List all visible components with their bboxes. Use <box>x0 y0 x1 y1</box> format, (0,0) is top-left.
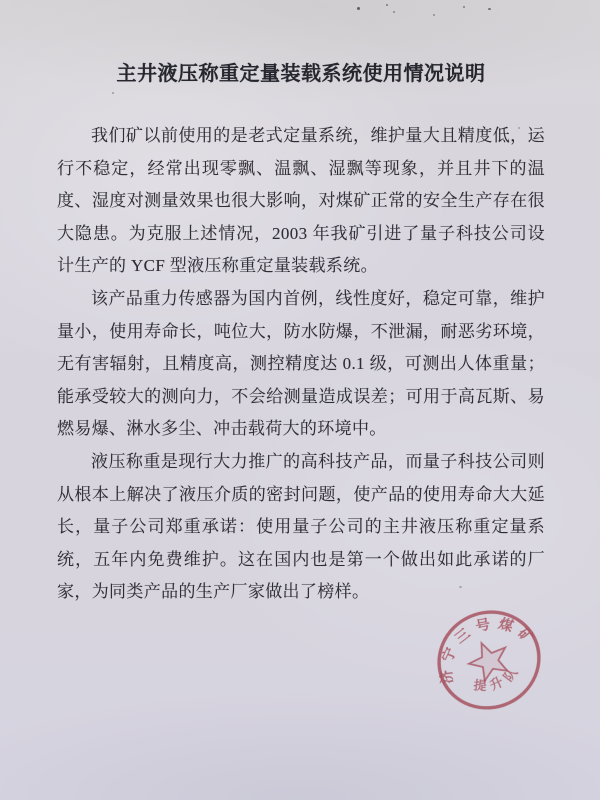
paragraph-1: 我们矿以前使用的是老式定量系统，维护量大且精度低，运行不稳定，经常出现零飘、温飘、湿飘等现象，并且井下的温度、湿度对测量效果也很大影响，对煤矿正常的安全生产存在很大隐患。为克服上述情况，2003 年我矿引进了量子科技公司设计生产的 YCF 型液压称重定量装载系统。 <box>57 126 545 276</box>
document-content <box>57 0 545 609</box>
paragraph-2: 该产品重力传感器为国内首例，线性度好，稳定可靠，维护量小，使用寿命长，吨位大，防水防爆，不泄漏，耐恶劣环境，无有害辐射，且精度高，测控精度达 0.1 级，可测出人体重量；能承受较大的测向力，不会给测量造成误差；可用于高瓦斯、易燃易爆、淋水多尘、冲击载荷大的环境中。 <box>57 288 545 439</box>
paper-speck <box>386 4 388 6</box>
paragraph-3: 液压称重是现行大力推广的高科技产品，而量子科技公司则从根本上解决了液压介质的密封问题，使产品的使用寿命大大延长，量子公司郑重承诺：使用量子公司的主井液压称重定量系统，五年内免费维护。这在国内也是第一个做出如此承诺的厂家，为同类产品的生产厂家做出了榜样。 <box>57 451 545 602</box>
stamp-seal <box>412 587 566 733</box>
paper-speck <box>393 11 395 13</box>
paper-speck <box>463 6 465 8</box>
document-title: 主井液压称重定量装载系统使用情况说明 <box>116 63 486 85</box>
stamp-text-top: 济宁三号煤矿 <box>438 615 541 685</box>
paper-speck <box>459 586 462 588</box>
document-body <box>57 120 545 609</box>
paper-speck <box>206 592 212 594</box>
paper-speck <box>518 127 520 129</box>
paper-speck <box>112 92 114 94</box>
paper-speck <box>488 8 491 10</box>
paper-speck <box>357 7 360 10</box>
stamp-text-bottom: 提升队 <box>472 661 524 694</box>
paper-speck <box>433 14 435 16</box>
